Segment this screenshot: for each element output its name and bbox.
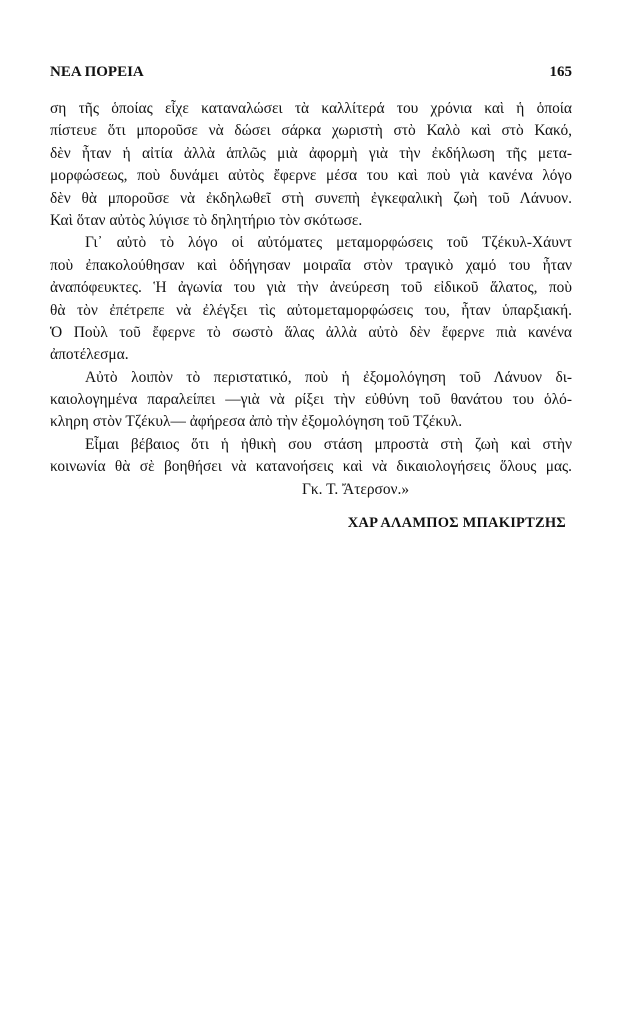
text-line: ἀποτέλεσμα. bbox=[50, 346, 129, 364]
text-line: δὲν ἦταν ἡ αἰτία ἀλλὰ ἁπλῶς μιὰ ἀφορμὴ γιὰ τὴν ἐκδήλωση τῆς μετα- bbox=[50, 144, 572, 162]
journal-title: ΝΕΑ ΠΟΡΕΙΑ bbox=[50, 64, 144, 80]
text-line: Εἶμαι βέβαιος ὅτι ἡ ἠθικὴ σου στάση μπροστὰ στὴ ζωὴ καὶ στὴν bbox=[85, 435, 572, 453]
text-line: ἀναπόφευκτες. Ἡ ἀγωνία του γιὰ τὴν ἀνεύρεση τοῦ εἰδικοῦ ἅλατος, ποὺ bbox=[50, 279, 572, 297]
text-line: Καὶ ὅταν αὐτὸς λύγισε τὸ δηλητήριο τὸν σκότωσε. bbox=[50, 211, 363, 229]
text-line: θὰ τὸν ἐπέτρεπε νὰ ἐλέγξει τὶς αὐτομεταμορφώσεις του, ἦταν ὑπαρξιακή. bbox=[50, 301, 572, 319]
page bbox=[50, 64, 572, 532]
text-line: κληρη στὸν Τζέκυλ— ἀφήρεσα ἀπὸ τὴν ἐξομολόγηση τοῦ Τζέκυλ. bbox=[50, 413, 463, 431]
text-line: κοινωνία θὰ σὲ βοηθήσει νὰ κατανοήσεις καὶ νὰ δικαιολογήσεις ὅλους μας. bbox=[50, 458, 572, 476]
letter-signoff: Γκ. Τ. Ἄτερσον.» bbox=[302, 480, 410, 498]
page-number: 165 bbox=[549, 64, 572, 80]
text-line: Αὐτὸ λοιπὸν τὸ περιστατικό, ποὺ ἡ ἐξομολόγηση τοῦ Λάνυον δι- bbox=[85, 368, 572, 386]
text-line: Ὁ Ποὺλ τοῦ ἔφερνε τὸ σωστὸ ἅλας ἀλλὰ αὐτὸ δὲν ἔφερνε πιὰ κανένα bbox=[50, 323, 572, 341]
text-line: καιολογημένα παραλείπει —γιὰ νὰ ρίξει τὴν εὐθύνη τοῦ θανάτου του ὁλό- bbox=[50, 391, 572, 409]
author-name: ΧΑΡ ΑΛΑΜΠΟΣ ΜΠΑΚΙΡΤΖΗΣ bbox=[347, 515, 566, 532]
text-line: πίστευε ὅτι μποροῦσε νὰ δώσει σάρκα χωριστὴ στὸ Καλὸ καὶ στὸ Κακό, bbox=[50, 122, 572, 140]
text-line: ση τῆς ὁποίας εἶχε καταναλώσει τὰ καλλίτερά του χρόνια καὶ ἡ ὁποία bbox=[50, 100, 572, 117]
text-line: δὲν θὰ μποροῦσε νὰ ἐκδηλωθεῖ στὴ συνεπὴ ἐγκεφαλικὴ ζωὴ τοῦ Λάνυον. bbox=[50, 189, 572, 207]
text-line: μορφώσεως, ποὺ δυνάμει αὐτὸς ἔφερνε μέσα του καὶ ποὺ γιὰ κανένα λόγο bbox=[50, 167, 572, 185]
text-line: Γι᾿ αὐτὸ τὸ λόγο οἱ αὐτόματες μεταμορφώσεις τοῦ Τζέκυλ-Χάυντ bbox=[85, 234, 572, 252]
running-head bbox=[50, 64, 572, 86]
text-line: ποὺ ἐπακολούθησαν καὶ ὁδήγησαν μοιραῖα στὸν τραγικὸ χαμό του ἦταν bbox=[50, 256, 572, 274]
article-body bbox=[50, 98, 572, 501]
